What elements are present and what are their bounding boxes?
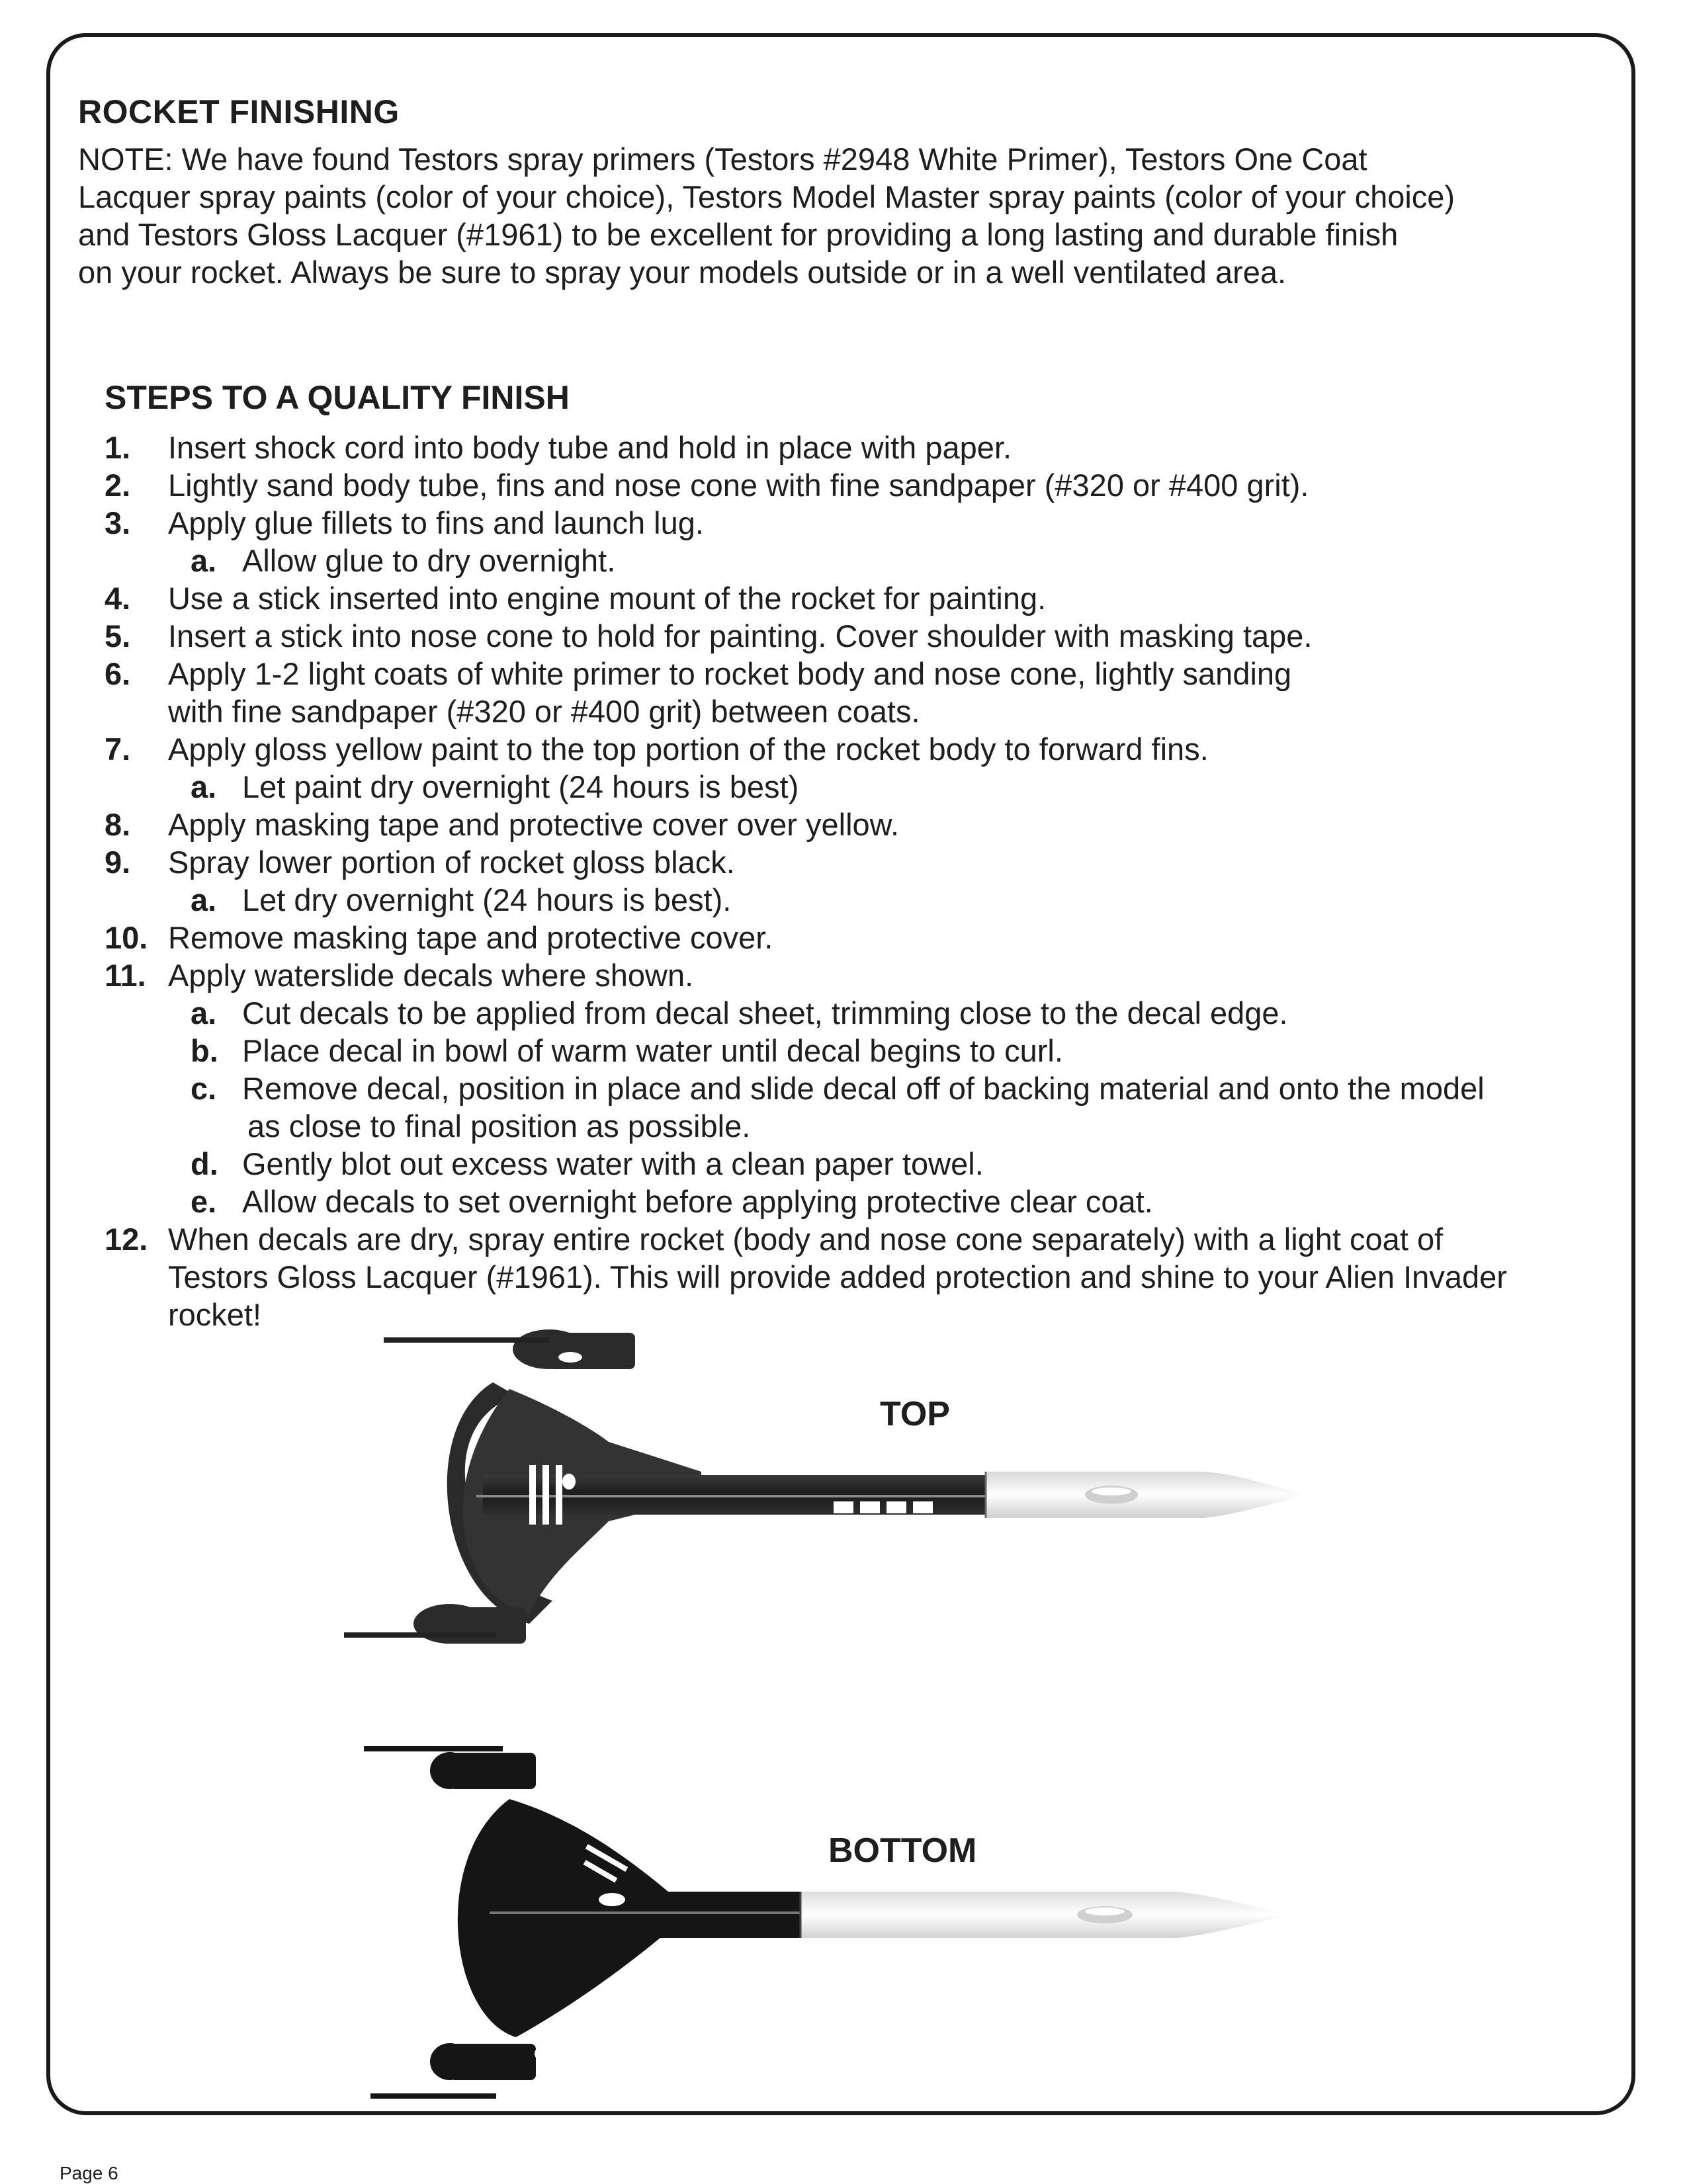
step-text: Let paint dry overnight (24 hours is best) bbox=[242, 769, 799, 804]
step-text: Apply 1-2 light coats of white primer to rocket body and nose cone, lightly sanding bbox=[168, 656, 1292, 691]
note-line: Lacquer spray paints (color of your choice), Testors Model Master spray paints (color of your choice) bbox=[78, 179, 1455, 214]
step-text: Apply gloss yellow paint to the top portion of the rocket body to forward fins. bbox=[168, 732, 1209, 767]
note-line: and Testors Gloss Lacquer (#1961) to be excellent for providing a long lasting and durable finish bbox=[78, 217, 1399, 252]
step-continuation bbox=[105, 1258, 1626, 1296]
step-item bbox=[105, 504, 1626, 542]
step-text: Insert shock cord into body tube and hold in place with paper. bbox=[168, 430, 1012, 465]
sub-step bbox=[105, 1145, 1626, 1183]
step-number: 5. bbox=[105, 618, 131, 653]
step-text: Remove masking tape and protective cover. bbox=[168, 920, 773, 955]
step-continuation bbox=[105, 693, 1626, 730]
step-number: 11. bbox=[105, 958, 146, 993]
sub-step-letter: a. bbox=[191, 882, 217, 917]
step-text: rocket! bbox=[168, 1297, 262, 1332]
step-text: Let dry overnight (24 hours is best). bbox=[242, 882, 732, 917]
step-item bbox=[105, 730, 1626, 768]
step-text: Gently blot out excess water with a clean paper towel. bbox=[242, 1146, 984, 1181]
step-number: 12. bbox=[105, 1222, 148, 1257]
step-text: as close to final position as possible. bbox=[247, 1109, 751, 1144]
sub-step-letter: c. bbox=[191, 1071, 217, 1106]
step-continuation bbox=[105, 1107, 1626, 1145]
step-item bbox=[105, 919, 1626, 956]
sub-step bbox=[105, 1070, 1626, 1107]
step-number: 3. bbox=[105, 505, 131, 540]
step-text: Lightly sand body tube, fins and nose cone with fine sandpaper (#320 or #400 grit). bbox=[168, 468, 1309, 503]
sub-step-letter: d. bbox=[191, 1146, 218, 1181]
step-text: with fine sandpaper (#320 or #400 grit) between coats. bbox=[168, 694, 920, 729]
note-paragraph bbox=[78, 140, 1600, 291]
step-item bbox=[105, 956, 1626, 994]
sub-step-letter: a. bbox=[191, 995, 217, 1030]
step-number: 8. bbox=[105, 807, 131, 842]
step-text: Place decal in bowl of warm water until decal begins to curl. bbox=[242, 1033, 1063, 1068]
step-number: 2. bbox=[105, 468, 131, 503]
step-number: 4. bbox=[105, 581, 131, 616]
step-item bbox=[105, 579, 1626, 617]
sub-step bbox=[105, 881, 1626, 919]
sub-step-letter: e. bbox=[191, 1184, 217, 1219]
step-text: Apply waterslide decals where shown. bbox=[168, 958, 694, 993]
steps-title: STEPS TO A QUALITY FINISH bbox=[105, 379, 570, 416]
top-view-label: TOP bbox=[880, 1395, 950, 1433]
step-item bbox=[105, 617, 1626, 655]
section-title: ROCKET FINISHING bbox=[78, 93, 400, 130]
step-item bbox=[105, 843, 1626, 881]
step-text: Apply glue fillets to fins and launch lug. bbox=[168, 505, 704, 540]
step-item bbox=[105, 466, 1626, 504]
steps-list bbox=[105, 429, 1626, 1333]
step-text: Remove decal, position in place and slide decal off of backing material and onto the model bbox=[242, 1071, 1485, 1106]
step-text: Cut decals to be applied from decal sheet, trimming close to the decal edge. bbox=[242, 995, 1288, 1030]
step-text: Insert a stick into nose cone to hold for painting. Cover shoulder with masking tape. bbox=[168, 618, 1313, 653]
rocket-bottom-view-illustration bbox=[351, 1726, 1310, 2110]
step-item bbox=[105, 429, 1626, 466]
page-number: Page 6 bbox=[60, 2163, 118, 2183]
sub-step-letter: a. bbox=[191, 543, 217, 578]
sub-step bbox=[105, 768, 1626, 806]
step-number: 1. bbox=[105, 430, 131, 465]
step-text: Allow decals to set overnight before applying protective clear coat. bbox=[242, 1184, 1153, 1219]
step-text: When decals are dry, spray entire rocket (body and nose cone separately) with a light coat of bbox=[168, 1222, 1444, 1257]
rocket-top-view-illustration bbox=[331, 1323, 1323, 1693]
step-text: Allow glue to dry overnight. bbox=[242, 543, 616, 578]
step-text: Apply masking tape and protective cover over yellow. bbox=[168, 807, 900, 842]
note-line: on your rocket. Always be sure to spray your models outside or in a well ventilated area. bbox=[78, 255, 1287, 290]
step-item bbox=[105, 655, 1626, 693]
step-text: Testors Gloss Lacquer (#1961). This will provide added protection and shine to your Alien Invader bbox=[168, 1259, 1507, 1294]
step-item bbox=[105, 1220, 1626, 1258]
bottom-view-label: BOTTOM bbox=[828, 1831, 977, 1870]
sub-step-letter: a. bbox=[191, 769, 217, 804]
note-line: NOTE: We have found Testors spray primers (Testors #2948 White Primer), Testors One Coat bbox=[78, 142, 1367, 177]
step-text: Spray lower portion of rocket gloss black. bbox=[168, 845, 735, 880]
sub-step bbox=[105, 1183, 1626, 1220]
sub-step bbox=[105, 542, 1626, 579]
step-item bbox=[105, 806, 1626, 843]
step-number: 9. bbox=[105, 845, 131, 880]
step-number: 10. bbox=[105, 920, 148, 955]
step-text: Use a stick inserted into engine mount of the rocket for painting. bbox=[168, 581, 1047, 616]
sub-step-letter: b. bbox=[191, 1033, 218, 1068]
step-number: 6. bbox=[105, 656, 131, 691]
sub-step bbox=[105, 994, 1626, 1032]
sub-step bbox=[105, 1032, 1626, 1070]
step-number: 7. bbox=[105, 732, 131, 767]
